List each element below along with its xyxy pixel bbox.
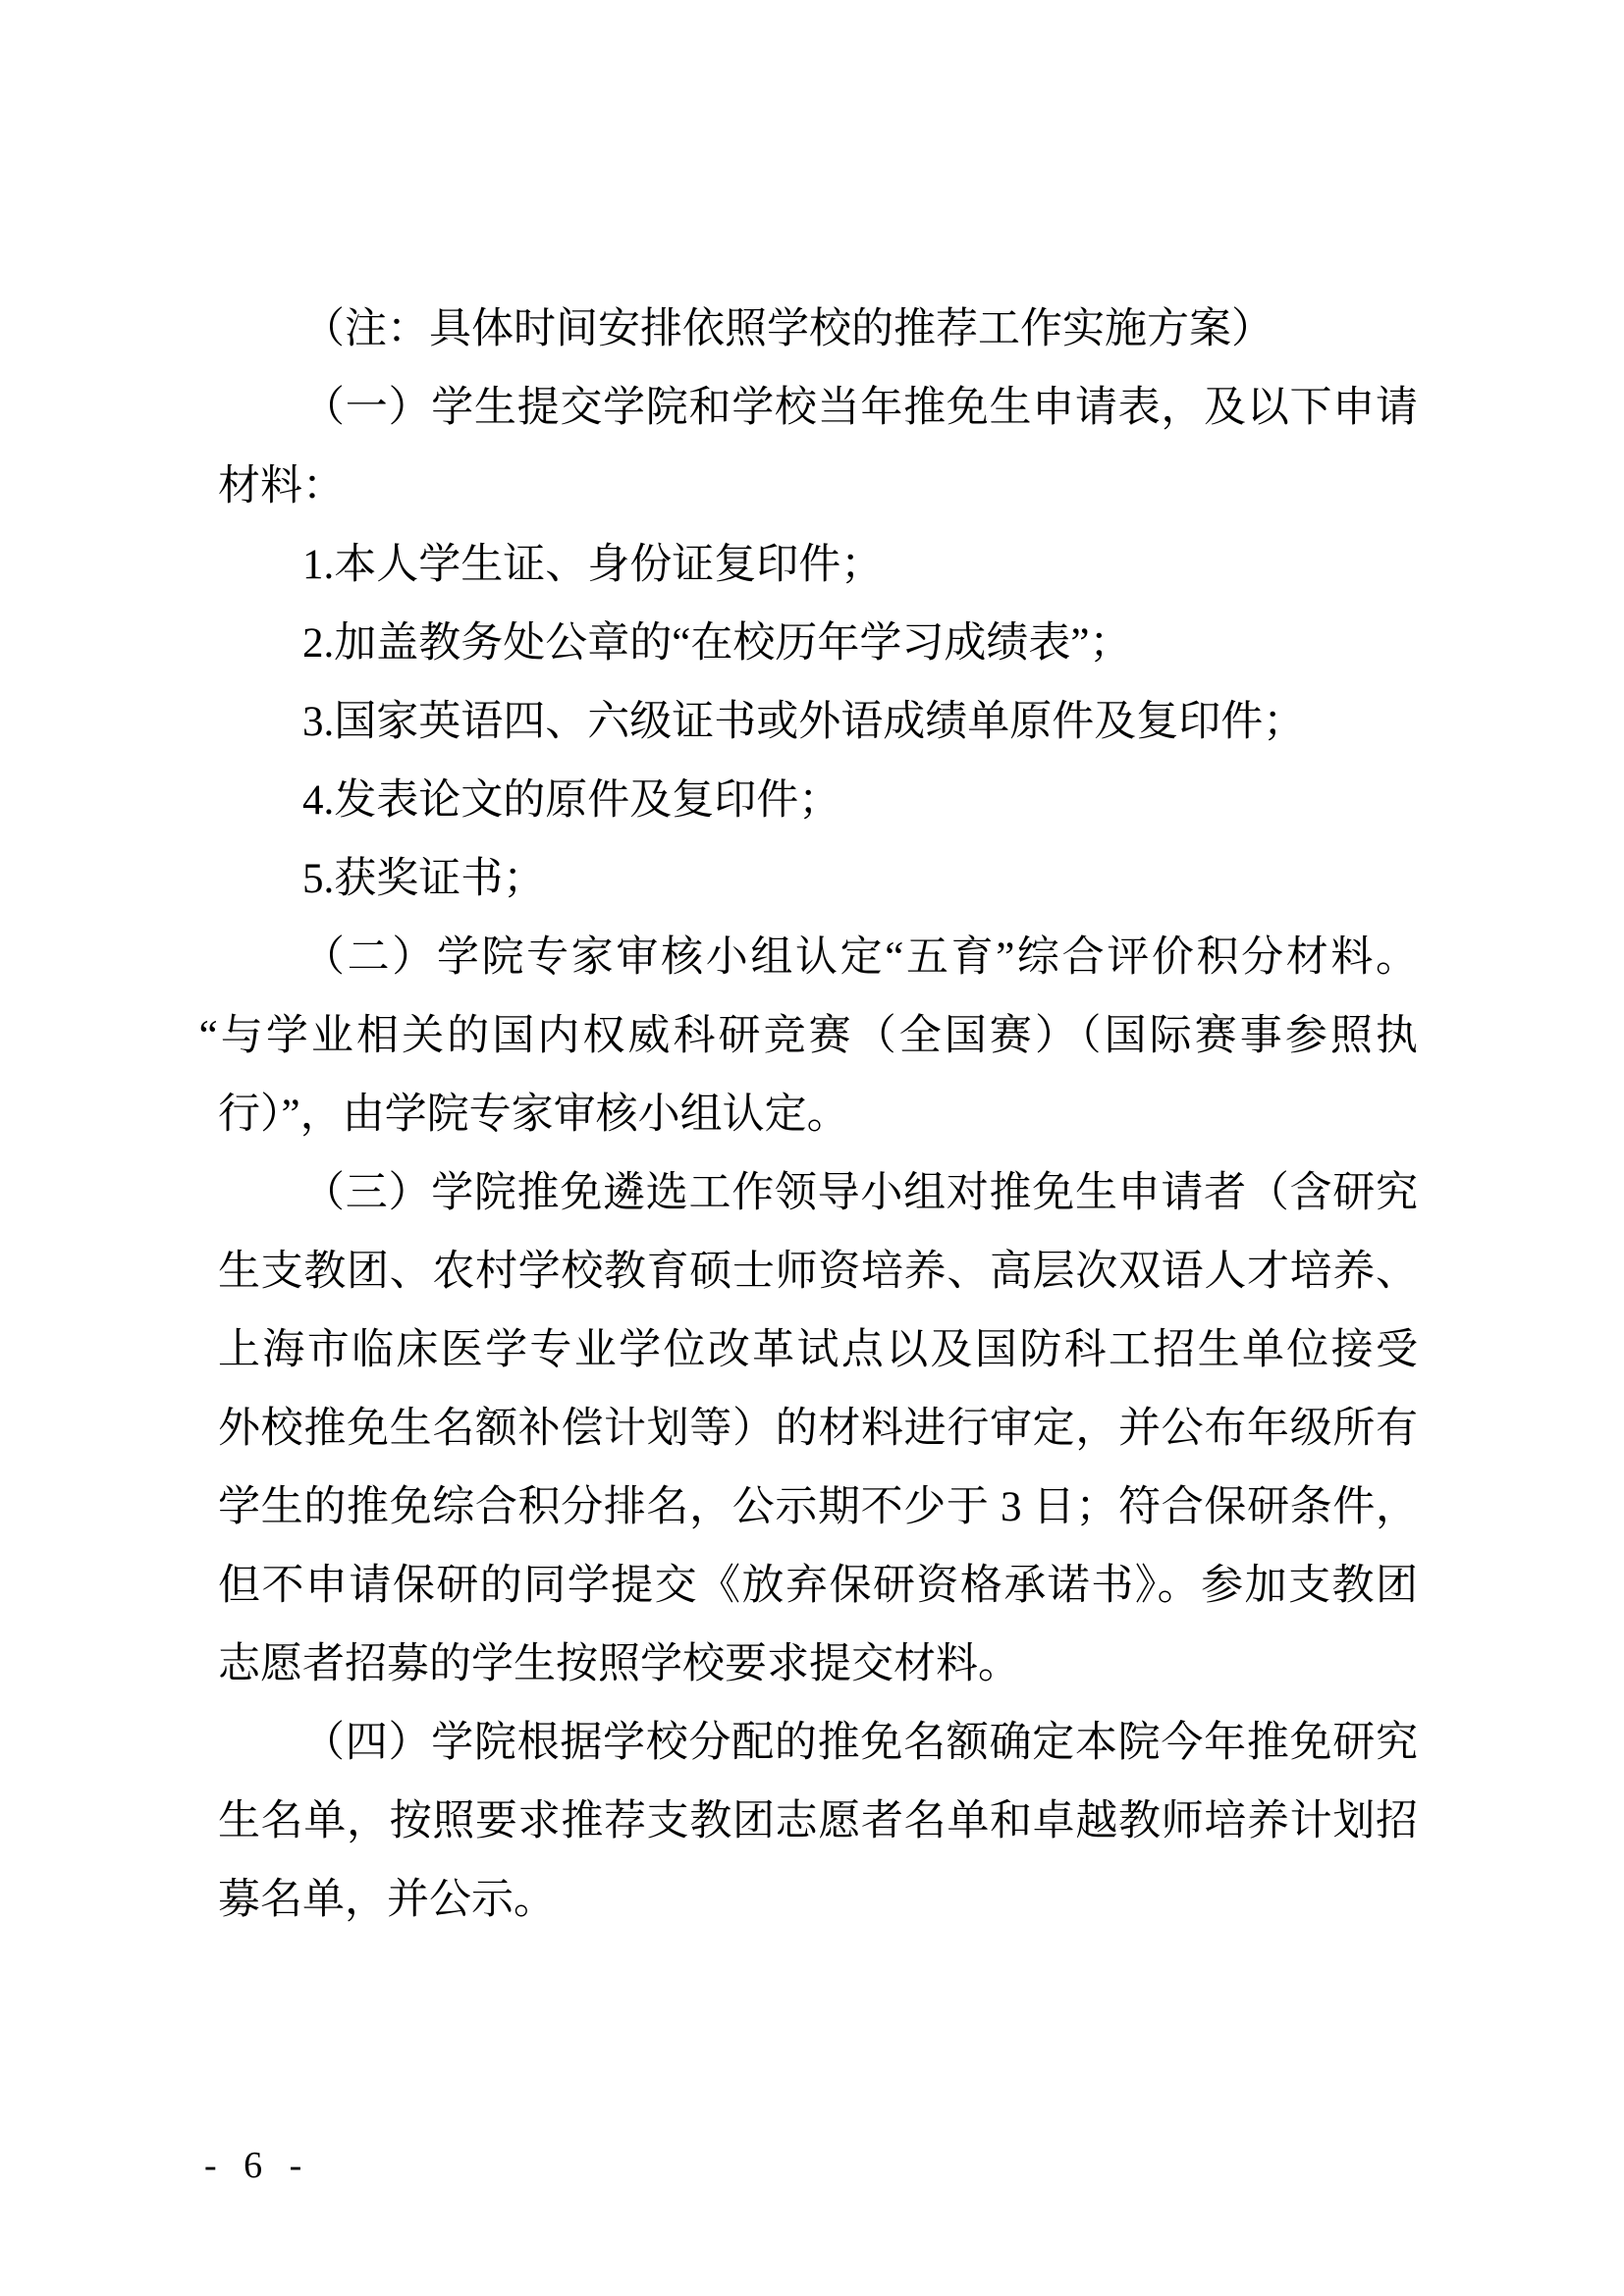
text-line: 5.获奖证书； <box>302 856 546 902</box>
text-line: （三）学院推免遴选工作领导小组对推免生申请者（含研究 <box>302 1170 1418 1216</box>
text-line: 上海市临床医学专业学位改革试点以及国防科工招生单位接受 <box>218 1327 1418 1373</box>
text-line: 3.国家英语四、六级证书或外语成绩单原件及复印件； <box>302 699 1306 745</box>
text-line: 生支教团、农村学校教育硕士师资培养、高层次双语人才培养、 <box>218 1249 1418 1295</box>
text-line: 志愿者招募的学生按照学校要求提交材料。 <box>218 1641 1020 1687</box>
text-line: （四）学院根据学校分配的推免名额确定本院今年推免研究 <box>302 1720 1418 1766</box>
paragraph <box>218 291 1418 369</box>
text-line: 行）”，由学院专家审核小组认定。 <box>218 1092 849 1138</box>
text-line: （一）学生提交学院和学校当年推免生申请表，及以下申请 <box>302 385 1418 431</box>
text-line: 外校推免生名额补偿计划等）的材料进行审定，并公布年级所有 <box>218 1406 1418 1452</box>
text-line: 生名单，按照要求推荐支教团志愿者名单和卓越教师培养计划招 <box>218 1798 1418 1844</box>
paragraph <box>218 605 1418 683</box>
paragraph <box>218 683 1418 762</box>
text-line: 但不申请保研的同学提交《放弃保研资格承诺书》。参加支教团 <box>218 1563 1418 1609</box>
text-line: 学生的推免综合积分排名，公示期不少于 3 日；符合保研条件， <box>218 1484 1418 1530</box>
page-number: - 6 - <box>204 2145 311 2186</box>
text-line: 材料： <box>218 463 345 509</box>
document-body <box>198 291 1418 1940</box>
paragraph <box>218 762 1418 840</box>
paragraph <box>218 526 1418 605</box>
paragraph <box>218 1154 1418 1704</box>
text-line: 1.本人学生证、身份证复印件； <box>302 542 884 588</box>
paragraph <box>218 840 1418 919</box>
text-line: 4.发表论文的原件及复印件； <box>302 777 841 824</box>
paragraph <box>198 919 1418 1154</box>
text-line: “与学业相关的国内权威科研竞赛（全国赛）（国际赛事参照执 <box>198 1013 1418 1059</box>
paragraph <box>218 369 1418 526</box>
text-line: （二）学院专家审核小组认定“五育”综合评价积分材料。 <box>302 934 1418 981</box>
text-line: （注：具体时间安排依照学校的推荐工作实施方案） <box>302 306 1273 352</box>
text-line: 2.加盖教务处公章的“在校历年学习成绩表”； <box>302 620 1132 667</box>
text-line: 募名单，并公示。 <box>218 1877 556 1923</box>
paragraph <box>218 1704 1418 1940</box>
